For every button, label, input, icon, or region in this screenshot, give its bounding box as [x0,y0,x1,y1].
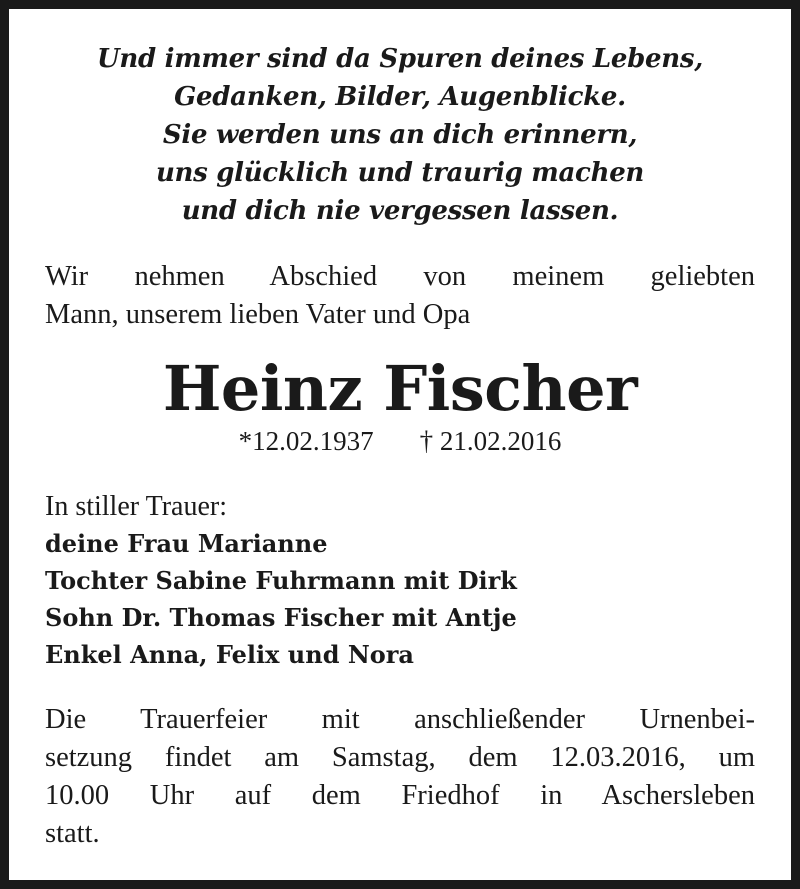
death-date: † 21.02.2016 [419,426,562,456]
mourner-entry: Sohn Dr. Thomas Fischer mit Antje [45,603,517,632]
verse-line: Und immer sind da Spuren deines Lebens, [97,44,703,74]
ceremony-line: setzung findet am Samstag, dem 12.03.2016, um [45,742,755,773]
mourner-entry: Tochter Sabine Fuhrmann mit Dirk [45,566,517,595]
mourning-lead: In stiller Trauer: [45,491,227,522]
birth-date: *12.02.1937 [238,426,374,456]
intro-line: Wir nehmen Abschied von meinem geliebten [45,261,755,292]
life-dates [9,424,791,458]
memorial-verse [9,40,791,230]
ceremony-line: statt. [45,818,100,849]
mourners-list [45,488,755,673]
verse-line: Gedanken, Bilder, Augenblicke. [174,82,626,112]
farewell-intro [45,258,755,334]
mourner-entry: Enkel Anna, Felix und Nora [45,640,414,669]
ceremony-line: 10.00 Uhr auf dem Friedhof in Aschersleben [45,780,755,811]
verse-line: und dich nie vergessen lassen. [181,196,619,226]
ceremony-details [45,701,755,853]
verse-line: Sie werden uns an dich erinnern, [162,120,638,150]
ceremony-line: Die Trauerfeier mit anschließender Urnenbei- [45,704,755,735]
intro-line: Mann, unserem lieben Vater und Opa [45,299,471,330]
mourner-entry: deine Frau Marianne [45,529,328,558]
verse-line: uns glücklich und traurig machen [155,158,645,188]
deceased-name: Heinz Fischer [162,352,638,425]
